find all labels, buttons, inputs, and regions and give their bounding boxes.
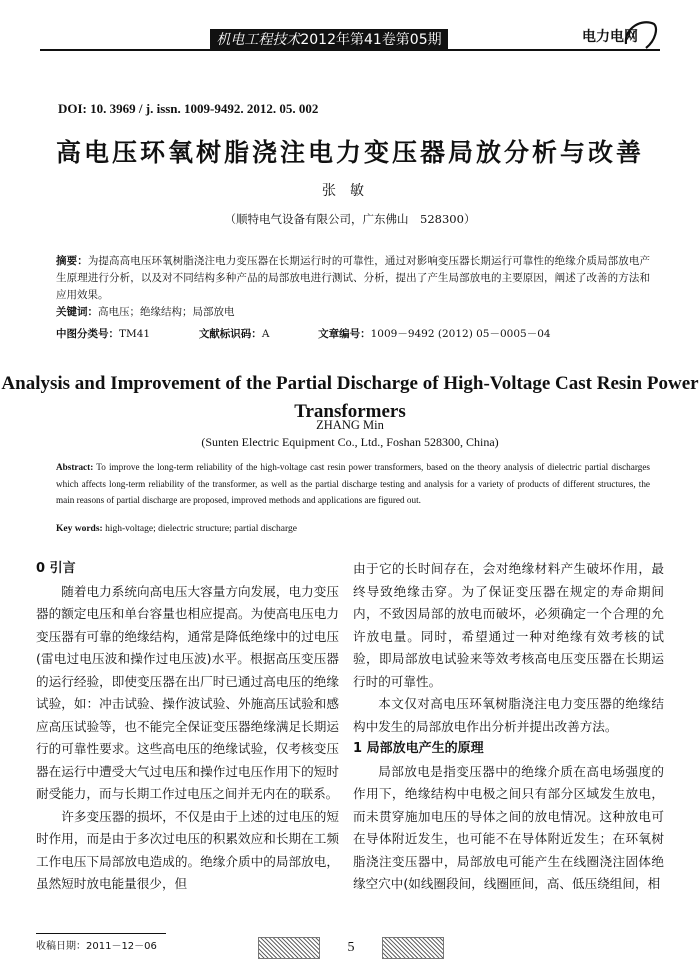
doc-code-label: 文献标识码： [198, 328, 262, 340]
section-brand: 电力电网 [582, 29, 638, 45]
clc-value: TM41 [119, 328, 151, 340]
brand-swoosh-icon [620, 14, 660, 54]
abstract-cn-label: 摘要： [56, 255, 88, 267]
body-paragraph: 局部放电是指变压器中的绝缘介质在高电场强度的作用下，绝缘结构中电极之间只有部分区域发生放电，而未贯穿施加电压的导体之间的放电情况。这种放电可在导体附近发生，也可能不在导体附近发生；在环氧树脂浇注变压器中，局部放电可能产生在线圈浇注固体绝缘空穴中(如线圈段间，线圈匝间，高、低压绕组间，相 [353, 763, 664, 891]
received-date: 收稿日期：2011－12－06 [36, 941, 157, 952]
body-right-column [353, 558, 664, 896]
title-english: Analysis and Improvement of the Partial Discharge of High-Voltage Cast Resin Power Transformers [1, 373, 699, 422]
abstract-english [56, 459, 650, 509]
author-chinese: 张敏 [322, 183, 378, 199]
header-rule [40, 49, 660, 51]
page-number-box [258, 937, 444, 959]
classification-line [56, 326, 656, 341]
page-number: 5 [347, 940, 355, 955]
article-no-value: 1009－9492 (2012) 05－0005－04 [370, 328, 551, 340]
author-english: ZHANG Min [316, 418, 384, 432]
title-chinese: 高电压环氧树脂浇注电力变压器局放分析与改善 [55, 138, 644, 167]
footnote-rule [36, 933, 166, 934]
body-left-column [36, 558, 339, 896]
doc-code-value: A [261, 328, 270, 340]
keywords-cn-label: 关键词： [56, 306, 98, 318]
keywords-english [56, 524, 297, 534]
article-no-label: 文章编号： [318, 328, 371, 340]
abstract-cn-text: 为提高高电压环氧树脂浇注电力变压器在长期运行时的可靠性，通过对影响变压器长期运行可靠性的绝缘介质局部放电产生原理进行分析，以及对不同结构多种产品的局部放电进行测试、分析，提出了产生局部放电的主要原因，阐述了改善的方法和应用效果。 [56, 255, 650, 301]
abstract-en-text: To improve the long-term reliability of the high-voltage cast resin power transformers, based on the theory analysis of dielectric partial discharges which affects long-term reliability of the transformer, as well as the partial discharge testing and analysis for a variety of products of different structures, the main reasons of partial discharge are proposed, improved methods and applications are figured out. [56, 462, 650, 505]
keywords-cn-text: 高电压；绝缘结构；局部放电 [98, 306, 235, 318]
journal-name: 机电工程技术 [216, 32, 301, 48]
section-1-heading: 1 局部放电产生的原理 [353, 741, 484, 756]
clc-label: 中图分类号： [56, 328, 119, 340]
section-0-heading: 0 引言 [36, 561, 76, 576]
body-paragraph: 本文仅对高电压环氧树脂浇注电力变压器的绝缘结构中发生的局部放电作出分析并提出改善方法。 [353, 696, 664, 734]
keywords-en-label: Key words: [56, 524, 103, 534]
affiliation-english: (Sunten Electric Equipment Co., Ltd., Foshan 528300, China) [201, 435, 499, 449]
body-paragraph: 随着电力系统向高电压大容量方向发展，电力变压器的额定电压和单台容量也相应提高。为使高电压电力变压器有可靠的绝缘结构，通常是降低绝缘中的过电压(雷电过电压波和操作过电压波)水平。根据高压变压器的运行经验，即使变压器在出厂时已通过高电压的绝缘试验，如：冲击试验、操作波试验、外施高压试验和感应高压试验等，也不能完全保证变压器绝缘满足长期运行的可靠性要求。这些高电压的绝缘试验，仅考核变压器在运行中遭受大气过电压和操作过电压作用下的短时耐受能力，而与长期工作过电压之间并无内在的联系。 [36, 583, 339, 801]
doi: DOI: 10. 3969 / j. issn. 1009-9492. 2012. 05. 002 [58, 101, 319, 116]
abstract-en-label: Abstract: [56, 462, 94, 472]
abstract-chinese [56, 253, 650, 304]
keywords-chinese [56, 304, 235, 319]
page-hatch-left [258, 937, 320, 959]
journal-issue-banner [210, 29, 448, 51]
body-paragraph: 许多变压器的损坏，不仅是由于上述的过电压的短时作用，而是由于多次过电压的积累效应和长期在工频工作电压下局部放电造成的。绝缘介质中的局部放电，虽然短时放电能量很少，但 [36, 808, 339, 891]
body-paragraph: 由于它的长时间存在，会对绝缘材料产生破坏作用，最终导致绝缘击穿。为了保证变压器在规定的寿命期间内，不致因局部的放电而破坏，必须确定一个合理的允许放电量。同时，希望通过一种对绝缘有效考核的试验，即局部放电试验来等效考核高电压变压器在长期运行时的可靠性。 [353, 561, 664, 689]
affiliation-chinese: （顺特电气设备有限公司，广东佛山 528300） [224, 212, 476, 226]
journal-issue: 2012年第41卷第05期 [300, 32, 442, 48]
page-hatch-right [382, 937, 444, 959]
keywords-en-text: high-voltage; dielectric structure; partial discharge [105, 524, 297, 534]
